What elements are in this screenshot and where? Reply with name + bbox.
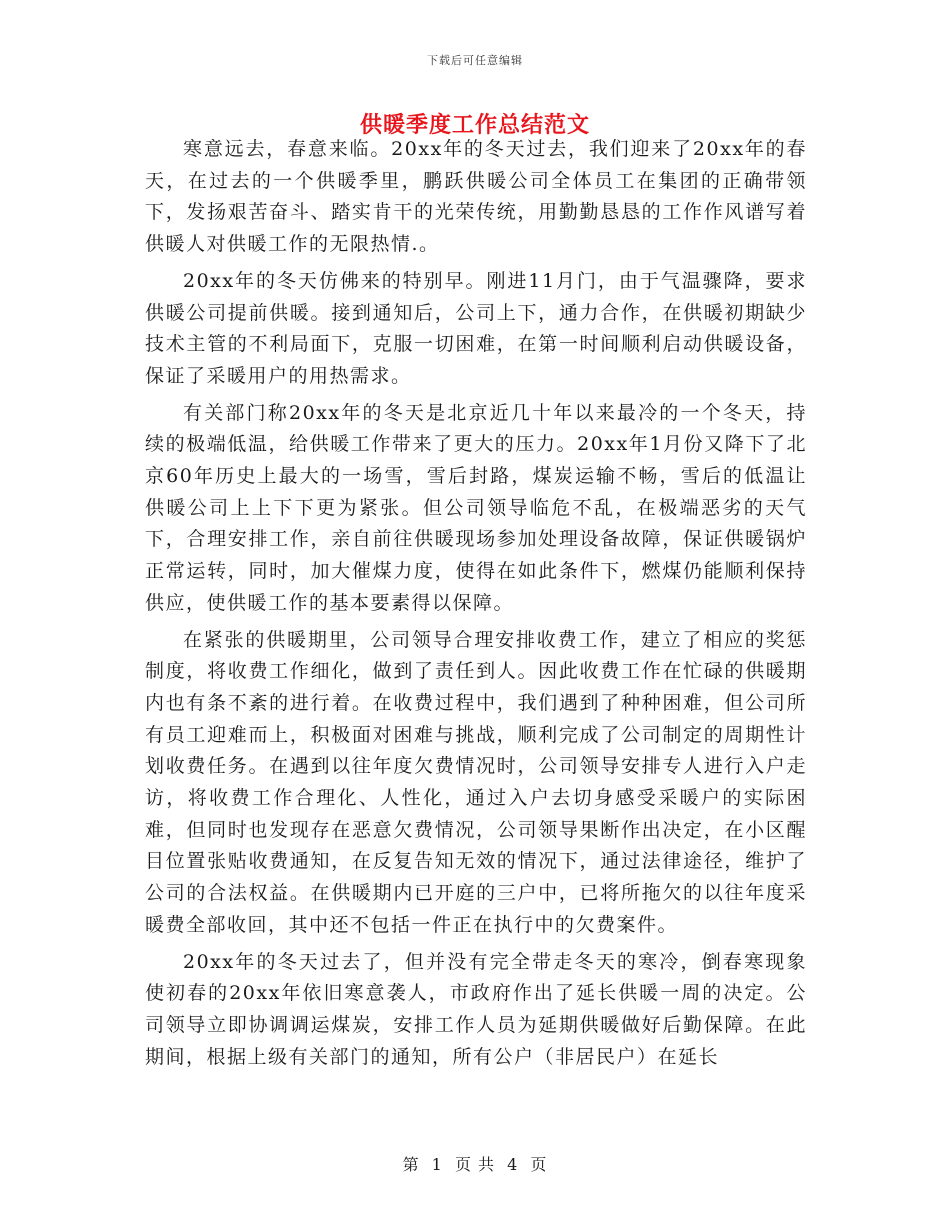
page-number-total: 4 (507, 1155, 519, 1174)
page-header-note: 下载后可任意编辑 (427, 54, 523, 67)
document-body (145, 134, 807, 1073)
page-number-footer (0, 1152, 950, 1175)
page-number-suffix: 页 (530, 1155, 548, 1174)
page-number-current: 1 (431, 1155, 443, 1174)
page-number-prefix: 第 (402, 1155, 420, 1174)
body-paragraph-2: 20xx年的冬天仿佛来的特别早。刚进11月门，由于气温骤降，要求供暖公司提前供暖。接到通知后，公司上下，通力合作，在供暖初期缺少技术主管的不利局面下，克服一切困难，在第一时间顺利启动供暖设备，保证了采暖用户的用热需求。 (145, 269, 807, 387)
page-number-mid: 页 共 (454, 1155, 496, 1174)
body-paragraph-5: 20xx年的冬天过去了，但并没有完全带走冬天的寒冷，倒春寒现象使初春的20xx年依旧寒意袭人，市政府作出了延长供暖一周的决定。公司领导立即协调调运煤炭，安排工作人员为延期供暖做好后勤保障。在此期间，根据上级有关部门的通知，所有公户（非居民户）在延长 (145, 950, 807, 1068)
document-title: 供暖季度工作总结范文 (359, 112, 590, 138)
body-paragraph-1: 寒意远去，春意来临。20xx年的冬天过去，我们迎来了20xx年的春天，在过去的一个供暖季里，鹏跃供暖公司全体员工在集团的正确带领下，发扬艰苦奋斗、踏实肯干的光荣传统，用勤勤恳恳的工作作风谱写着供暖人对供暖工作的无限热情.。 (145, 138, 807, 256)
body-paragraph-3: 有关部门称20xx年的冬天是北京近几十年以来最冷的一个冬天，持续的极端低温，给供暖工作带来了更大的压力。20xx年1月份又降下了北京60年历史上最大的一场雪，雪后封路，煤炭运输不畅，雪后的低温让供暖公司上上下下更为紧张。但公司领导临危不乱，在极端恶劣的天气下，合理安排工作，亲自前往供暖现场参加处理设备故障，保证供暖锅炉正常运转，同时，加大催煤力度，使得在如此条件下，燃煤仍能顺利保持供应，使供暖工作的基本要素得以保障。 (145, 401, 807, 614)
body-paragraph-4: 在紧张的供暖期里，公司领导合理安排收费工作，建立了相应的奖惩制度，将收费工作细化，做到了责任到人。因此收费工作在忙碌的供暖期内也有条不紊的进行着。在收费过程中，我们遇到了种种困难，但公司所有员工迎难而上，积极面对困难与挑战，顺利完成了公司制定的周期性计划收费任务。在遇到以往年度欠费情况时，公司领导安排专人进行入户走访，将收费工作合理化、人性化，通过入户去切身感受采暖户的实际困难，但同时也发现存在恶意欠费情况，公司领导果断作出决定，在小区醒目位置张贴收费通知，在反复告知无效的情况下，通过法律途径，维护了公司的合法权益。在供暖期内已开庭的三户中，已将所拖欠的以往年度采暖费全部收回，其中还不包括一件正在执行中的欠费案件。 (145, 628, 807, 936)
